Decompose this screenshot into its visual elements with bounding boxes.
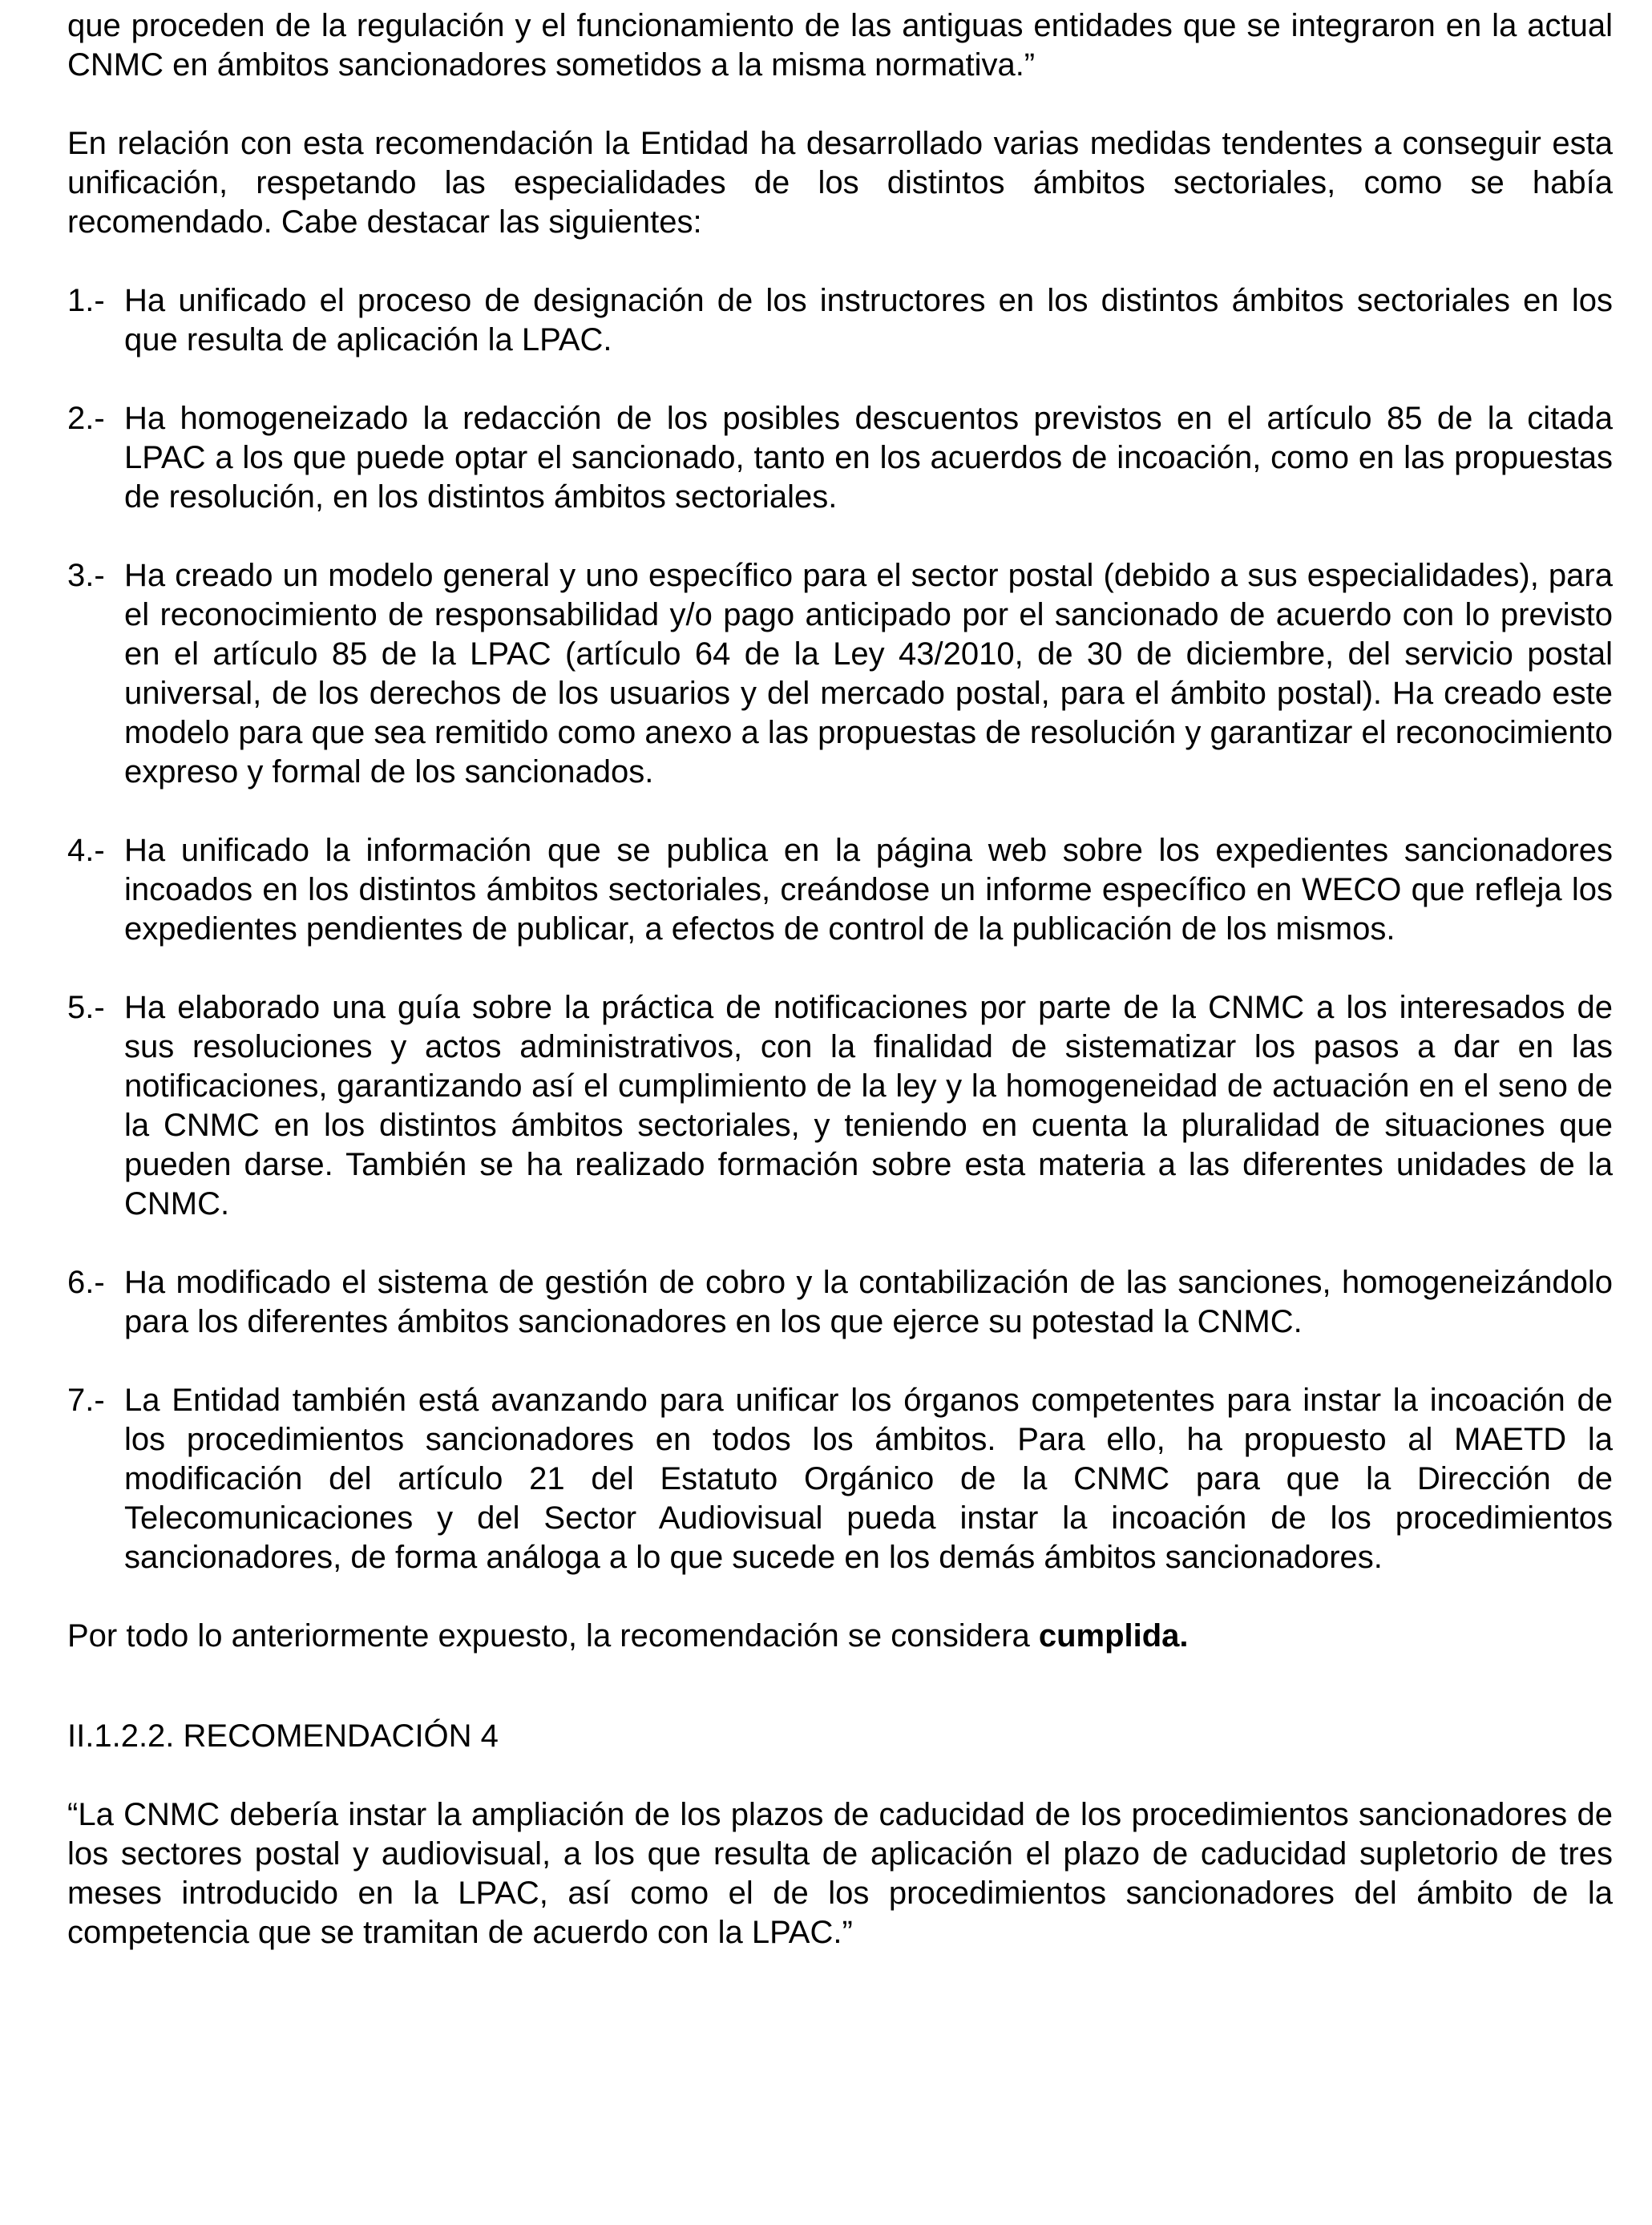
list-item-4 xyxy=(67,831,1613,949)
section-heading: II.1.2.2. RECOMENDACIÓN 4 xyxy=(67,1718,499,1754)
quote-paragraph: “La CNMC debería instar la ampliación de los plazos de caducidad de los procedimientos sancionadores de los sectores postal y audiovisual, a los que resulta de aplicación el plazo de caducidad supletorio de tres meses introducido en la LPAC, así como el de los procedimientos sancionadores del ámbito de la competencia que se tramitan de acuerdo con la LPAC.” xyxy=(67,1797,1613,1950)
list-item-number: 1.- xyxy=(67,283,105,318)
list-item-text: Ha unificado el proceso de designación de los instructores en los distintos ámbitos sectoriales en los que resulta de aplicación la LPAC. xyxy=(124,283,1613,357)
list-item-number: 2.- xyxy=(67,401,105,436)
list-item-text: Ha unificado la información que se publica en la página web sobre los expedientes sancionadores incoados en los distintos ámbitos sectoriales, creándose un informe específico en WECO que refleja los expedientes pendientes de publicar, a efectos de control de la publicación de los mismos. xyxy=(124,833,1613,947)
conclusion-paragraph xyxy=(67,1617,1613,1656)
conclusion-text: Por todo lo anteriormente expuesto, la recomendación se considera xyxy=(67,1618,1039,1654)
list-item-text: Ha elaborado una guía sobre la práctica de notificaciones por parte de la CNMC a los interesados de sus resoluciones y actos administrativos, con la finalidad de sistematizar los pasos a dar en las notificaciones, garantizando así el cumplimiento de la ley y la homogeneidad de actuación en el seno de la CNMC en los distintos ámbitos sectoriales, y teniendo en cuenta la pluralidad de situaciones que pueden darse. También se ha realizado formación sobre esta materia a las diferentes unidades de la CNMC. xyxy=(124,990,1613,1222)
intro-paragraph: En relación con esta recomendación la Entidad ha desarrollado varias medidas tendentes a conseguir esta unificación, respetando las especialidades de los distintos ámbitos sectoriales, como se había recomendado. Cabe destacar las siguientes: xyxy=(67,126,1613,240)
list-item-number: 3.- xyxy=(67,558,105,593)
list-item-number: 7.- xyxy=(67,1383,105,1418)
list-item-number: 6.- xyxy=(67,1265,105,1300)
list-item-7 xyxy=(67,1381,1613,1577)
list-item-text: Ha creado un modelo general y uno específico para el sector postal (debido a sus especialidades), para el reconocimiento de responsabilidad y/o pago anticipado por el sancionado de acuerdo con lo previsto en el artículo 85 de la LPAC (artículo 64 de la Ley 43/2010, de 30 de diciembre, del servicio postal universal, de los derechos de los usuarios y del mercado postal, para el ámbito postal). Ha creado este modelo para que sea remitido como anexo a las propuestas de resolución y garantizar el reconocimiento expreso y formal de los sancionados. xyxy=(124,558,1613,789)
list-item-text: Ha modificado el sistema de gestión de cobro y la contabilización de las sanciones, homogeneizándolo para los diferentes ámbitos sancionadores en los que ejerce su potestad la CNMC. xyxy=(124,1265,1613,1339)
continuation-paragraph: que proceden de la regulación y el funcionamiento de las antiguas entidades que se integraron en la actual CNMC en ámbitos sancionadores sometidos a la misma normativa.” xyxy=(67,8,1613,83)
list-item-2 xyxy=(67,399,1613,517)
conclusion-bold-word: cumplida. xyxy=(1038,1618,1189,1654)
list-item-number: 5.- xyxy=(67,990,105,1025)
list-item-text: La Entidad también está avanzando para unificar los órganos competentes para instar la incoación de los procedimientos sancionadores en todos los ámbitos. Para ello, ha propuesto al MAETD la modificación del artículo 21 del Estatuto Orgánico de la CNMC para que la Dirección de Telecomunicaciones y del Sector Audiovisual pueda instar la incoación de los procedimientos sancionadores, de forma análoga a lo que sucede en los demás ámbitos sancionadores. xyxy=(124,1383,1613,1575)
list-item-text: Ha homogeneizado la redacción de los posibles descuentos previstos en el artículo 85 de la citada LPAC a los que puede optar el sancionado, tanto en los acuerdos de incoación, como en las propuestas de resolución, en los distintos ámbitos sectoriales. xyxy=(124,401,1613,515)
list-item-6 xyxy=(67,1263,1613,1342)
list-item-3 xyxy=(67,556,1613,792)
list-item-1 xyxy=(67,281,1613,360)
list-item-number: 4.- xyxy=(67,833,105,868)
list-item-5 xyxy=(67,988,1613,1224)
